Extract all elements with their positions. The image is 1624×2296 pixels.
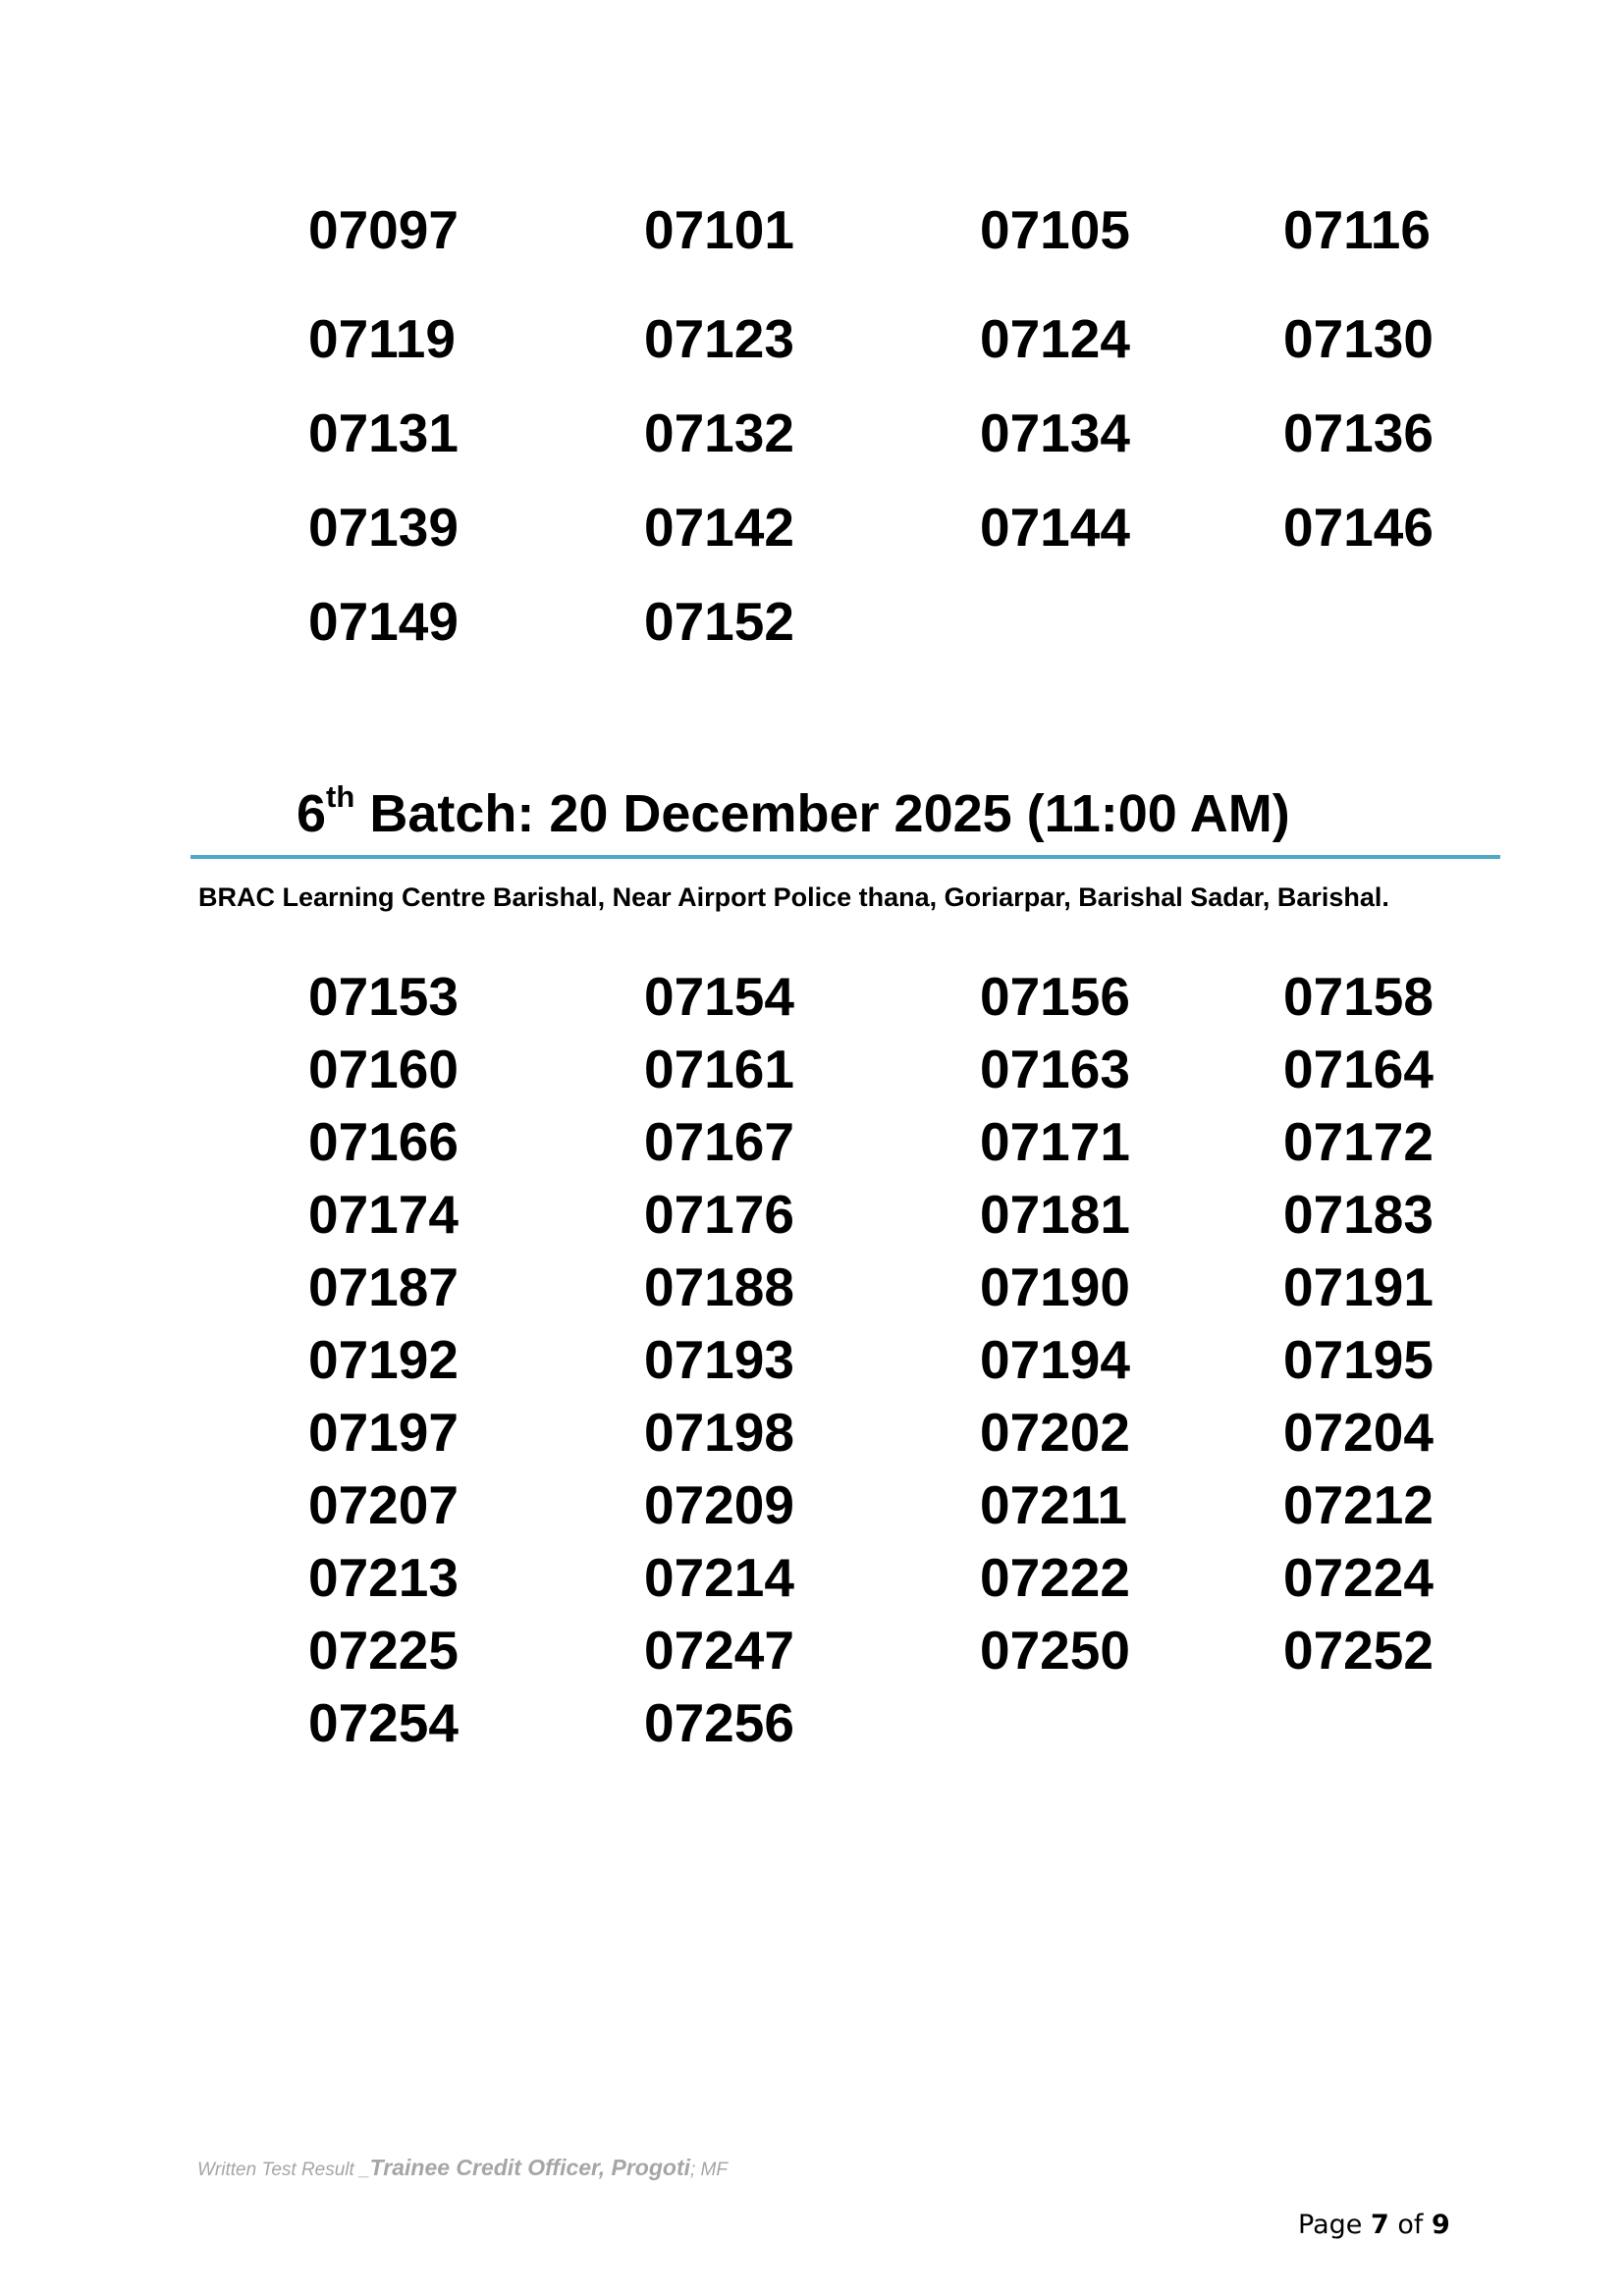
batch-ordinal: 6 bbox=[297, 784, 327, 843]
roll-number: 07247 bbox=[644, 1620, 794, 1681]
roll-number-row bbox=[0, 1472, 1624, 1537]
batch-date-time: Batch: 20 December 2025 (11:00 AM) bbox=[354, 784, 1290, 843]
roll-number: 07254 bbox=[308, 1692, 459, 1753]
roll-number: 07194 bbox=[980, 1329, 1130, 1390]
roll-number-row bbox=[0, 1690, 1624, 1755]
roll-number: 07116 bbox=[1283, 199, 1431, 260]
roll-number: 07195 bbox=[1283, 1329, 1434, 1390]
roll-number-row bbox=[0, 1400, 1624, 1465]
roll-number: 07105 bbox=[980, 199, 1130, 260]
roll-number: 07214 bbox=[644, 1547, 794, 1608]
roll-number: 07136 bbox=[1283, 402, 1434, 463]
roll-number: 07134 bbox=[980, 402, 1130, 463]
roll-number: 07132 bbox=[644, 402, 794, 463]
roll-number: 07124 bbox=[980, 308, 1130, 369]
batch-ordinal-suffix: th bbox=[326, 779, 355, 814]
roll-number-row bbox=[0, 1255, 1624, 1319]
footer-suffix: ; MF bbox=[690, 2160, 728, 2180]
roll-number: 07164 bbox=[1283, 1039, 1434, 1099]
page-number bbox=[1298, 2209, 1450, 2242]
roll-number: 07130 bbox=[1283, 308, 1434, 369]
roll-number: 07202 bbox=[980, 1402, 1130, 1463]
roll-number: 07160 bbox=[308, 1039, 459, 1099]
roll-number: 07190 bbox=[980, 1256, 1130, 1317]
page-label: Page bbox=[1298, 2210, 1371, 2240]
roll-number-row bbox=[0, 1109, 1624, 1174]
roll-number: 07171 bbox=[980, 1111, 1130, 1172]
roll-number: 07193 bbox=[644, 1329, 794, 1390]
page-total: 9 bbox=[1431, 2210, 1450, 2240]
roll-number: 07119 bbox=[308, 308, 456, 369]
roll-number: 07156 bbox=[980, 966, 1130, 1027]
footer-title: Trainee Credit Officer, Progoti bbox=[369, 2155, 690, 2180]
roll-number: 07172 bbox=[1283, 1111, 1434, 1172]
roll-number: 07191 bbox=[1283, 1256, 1434, 1317]
roll-number: 07250 bbox=[980, 1620, 1130, 1681]
roll-number: 07224 bbox=[1283, 1547, 1434, 1608]
roll-number: 07097 bbox=[308, 199, 459, 260]
roll-number: 07154 bbox=[644, 966, 794, 1027]
roll-number: 07142 bbox=[644, 497, 794, 558]
roll-number: 07139 bbox=[308, 497, 459, 558]
roll-number: 07183 bbox=[1283, 1184, 1434, 1245]
roll-number-row bbox=[0, 1327, 1624, 1392]
roll-number: 07163 bbox=[980, 1039, 1130, 1099]
roll-number: 07187 bbox=[308, 1256, 459, 1317]
page-of-label: of bbox=[1388, 2210, 1432, 2240]
roll-number: 07204 bbox=[1283, 1402, 1434, 1463]
roll-number: 07144 bbox=[980, 497, 1130, 558]
roll-number-row bbox=[0, 1182, 1624, 1247]
roll-number: 07209 bbox=[644, 1474, 794, 1535]
roll-number: 07212 bbox=[1283, 1474, 1434, 1535]
page-current: 7 bbox=[1370, 2210, 1389, 2240]
roll-number: 07153 bbox=[308, 966, 459, 1027]
roll-number: 07152 bbox=[644, 591, 794, 652]
roll-number-row bbox=[0, 1618, 1624, 1682]
venue-address: BRAC Learning Centre Barishal, Near Airport Police thana, Goriarpar, Barishal Sadar, Barishal. bbox=[198, 882, 1389, 912]
roll-number: 07166 bbox=[308, 1111, 459, 1172]
roll-number: 07101 bbox=[644, 199, 794, 260]
roll-number: 07167 bbox=[644, 1111, 794, 1172]
roll-number: 07211 bbox=[980, 1474, 1127, 1535]
roll-number: 07198 bbox=[644, 1402, 794, 1463]
roll-number: 07252 bbox=[1283, 1620, 1434, 1681]
roll-number: 07176 bbox=[644, 1184, 794, 1245]
roll-number: 07192 bbox=[308, 1329, 459, 1390]
footer-note bbox=[197, 2154, 728, 2184]
roll-number: 07123 bbox=[644, 308, 794, 369]
roll-number: 07181 bbox=[980, 1184, 1130, 1245]
roll-number: 07174 bbox=[308, 1184, 459, 1245]
roll-number-row bbox=[0, 1037, 1624, 1101]
roll-number-row bbox=[0, 964, 1624, 1029]
roll-number: 07188 bbox=[644, 1256, 794, 1317]
roll-number: 07146 bbox=[1283, 497, 1434, 558]
roll-number: 07158 bbox=[1283, 966, 1434, 1027]
roll-number: 07222 bbox=[980, 1547, 1130, 1608]
footer-prefix: Written Test Result _ bbox=[197, 2160, 370, 2180]
roll-number: 07131 bbox=[308, 402, 459, 463]
roll-number: 07149 bbox=[308, 591, 459, 652]
roll-number: 07161 bbox=[644, 1039, 794, 1099]
roll-number: 07225 bbox=[308, 1620, 459, 1681]
roll-number: 07207 bbox=[308, 1474, 459, 1535]
roll-number: 07213 bbox=[308, 1547, 459, 1608]
roll-number: 07256 bbox=[644, 1692, 794, 1753]
roll-number: 07197 bbox=[308, 1402, 459, 1463]
roll-number-row bbox=[0, 1545, 1624, 1610]
